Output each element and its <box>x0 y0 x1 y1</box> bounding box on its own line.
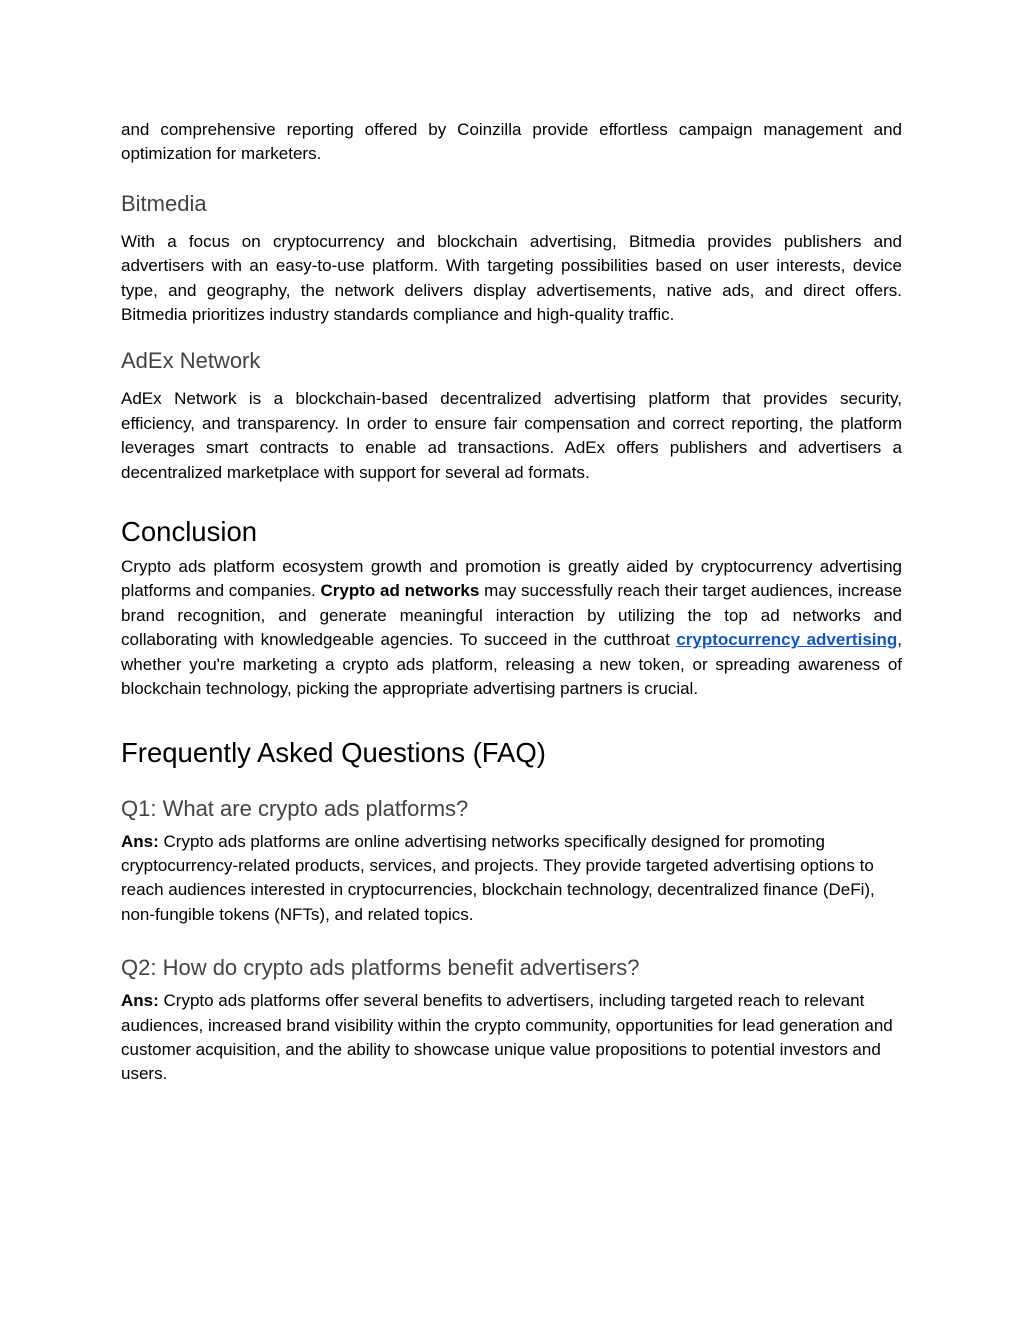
bitmedia-heading: Bitmedia <box>121 190 207 216</box>
faq-answer-1 <box>121 830 902 928</box>
faq-heading: Frequently Asked Questions (FAQ) <box>121 736 546 768</box>
faq-answer-1-label: Ans: <box>121 831 159 851</box>
faq-answer-2-label: Ans: <box>121 991 159 1011</box>
conclusion-text-1: Crypto ads platform ecosystem growth and promotion is greatly aided by cryptocurrency advertising platforms and companies. <box>121 557 902 601</box>
conclusion-paragraph <box>121 555 902 701</box>
adex-heading: AdEx Network <box>121 348 261 374</box>
cryptocurrency-advertising-link[interactable]: cryptocurrency advertising <box>676 630 898 650</box>
conclusion-text-3: , whether you're marketing a crypto ads platform, releasing a new token, or spreading awareness of blockchain technology, picking the appropriate advertising partners is crucial. <box>121 630 902 699</box>
intro-paragraph: and comprehensive reporting offered by Coinzilla provide effortless campaign management and optimization for marketers. <box>121 120 902 164</box>
faq-answer-1-text: Crypto ads platforms are online advertising networks specifically designed for promoting cryptocurrency-related products, services, and projects. They provide targeted advertising options to reach audiences interested in cryptocurrencies, blockchain technology, decentralized finance (DeFi), non-fungible tokens (NFTs), and related topics. <box>121 831 875 924</box>
bitmedia-paragraph: With a focus on cryptocurrency and blockchain advertising, Bitmedia provides publishers and advertisers with an easy-to-use platform. With targeting possibilities based on user interests, device type, and geography, the network delivers display advertisements, native ads, and direct offers. Bitmedia prioritizes industry standards compliance and high-quality traffic. <box>121 231 902 325</box>
conclusion-bold-term: Crypto ad networks <box>320 581 480 601</box>
faq-answer-2 <box>121 989 902 1087</box>
adex-paragraph: AdEx Network is a blockchain-based decentralized advertising platform that provides security, efficiency, and transparency. In order to ensure fair compensation and correct reporting, the platform leverages smart contracts to enable ad transactions. AdEx offers publishers and advertisers a decentralized marketplace with support for several ad formats. <box>121 389 902 482</box>
conclusion-text-2: may successfully reach their target audiences, increase brand recognition, and generate meaningful interaction by utilizing the top ad networks and collaborating with knowledgeable agencies. To succeed in the cutthroat <box>121 581 902 650</box>
faq-answer-2-text: Crypto ads platforms offer several benefits to advertisers, including targeted reach to relevant audiences, increased brand visibility within the crypto community, opportunities for lead generation and customer acquisition, and the ability to showcase unique value propositions to potential investors and users. <box>121 991 893 1084</box>
faq-question-2: Q2: How do crypto ads platforms benefit advertisers? <box>121 955 640 981</box>
conclusion-heading: Conclusion <box>121 516 258 548</box>
document-page <box>121 118 902 1087</box>
faq-question-1: Q1: What are crypto ads platforms? <box>121 795 469 821</box>
